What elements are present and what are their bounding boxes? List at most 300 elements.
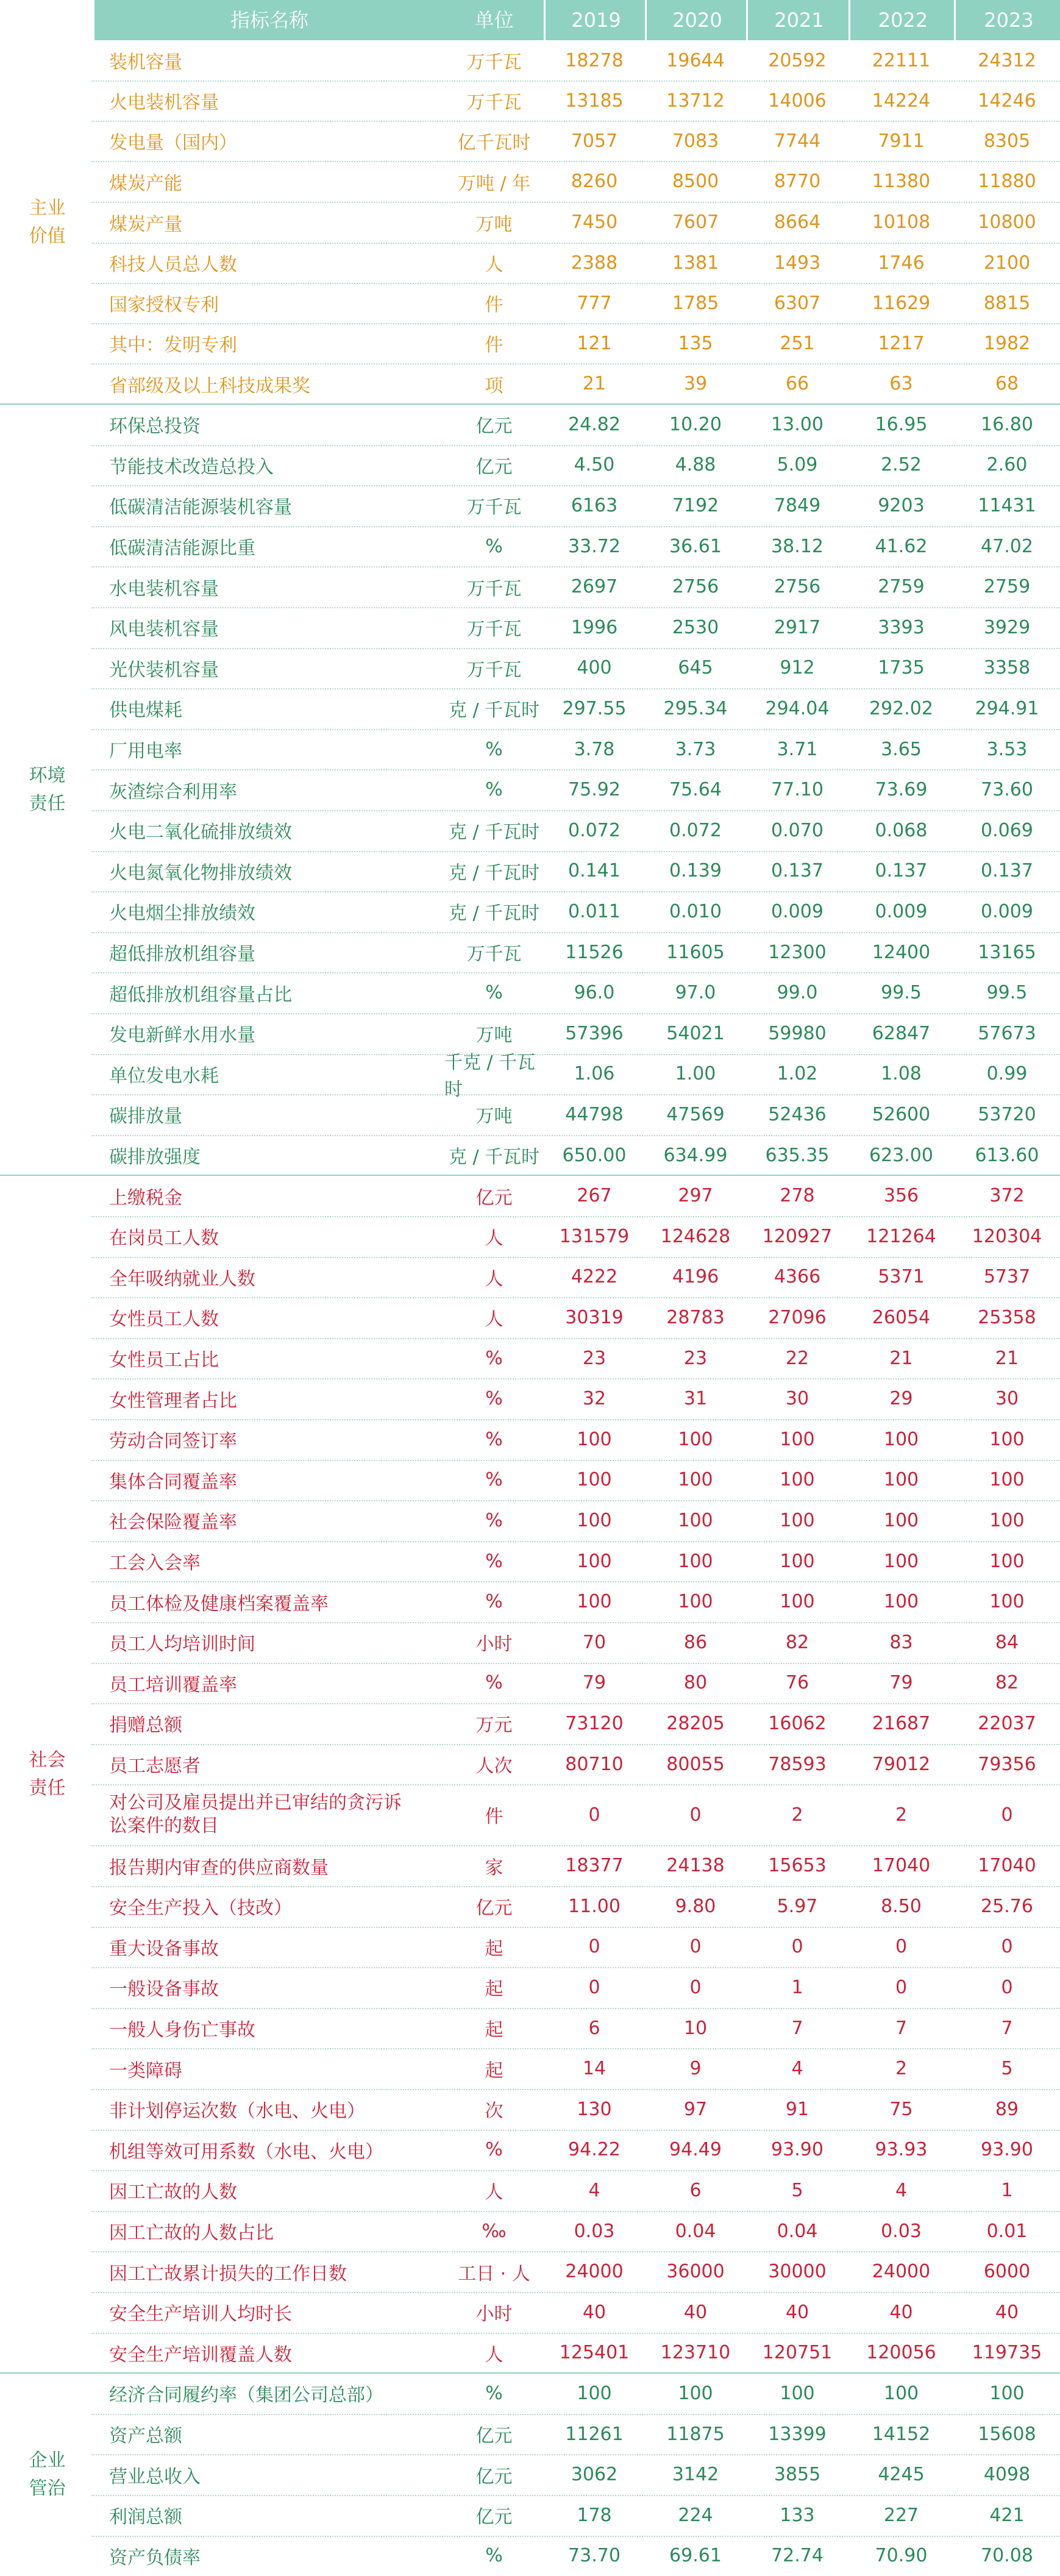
value-cell: 100 — [678, 1591, 713, 1613]
value-cell: 100 — [883, 2382, 919, 2404]
indicator-unit: 亿元 — [475, 1187, 513, 1209]
indicator-name: 捐赠总额 — [109, 1715, 182, 1737]
indicator-unit: 起 — [485, 2060, 503, 2082]
value-cell: 100 — [989, 1591, 1025, 1613]
value-cell: 54021 — [666, 1022, 725, 1044]
value-cell: 30319 — [565, 1306, 624, 1328]
value-cell: 133 — [780, 2504, 815, 2526]
table-row — [94, 1094, 1060, 1135]
value-cell: 0.99 — [986, 1063, 1028, 1085]
value-cell: 11.00 — [568, 1895, 621, 1917]
table-row — [94, 1338, 1060, 1379]
indicator-unit: 人 — [485, 2344, 503, 2366]
value-cell: 2.52 — [881, 454, 922, 476]
value-cell: 2 — [895, 2058, 908, 2080]
indicator-name: 资产负债率 — [109, 2547, 201, 2569]
indicator-unit: % — [485, 1347, 503, 1369]
value-cell: 36000 — [666, 2261, 725, 2283]
indicator-name: 女性管理者占比 — [109, 1390, 237, 1412]
indicator-unit: 家 — [485, 1857, 503, 1879]
value-cell: 2100 — [983, 252, 1031, 274]
group-label-text: 企业 管治 — [29, 2449, 66, 2499]
value-cell: 14246 — [978, 90, 1036, 112]
value-cell: 635.35 — [765, 1144, 830, 1166]
indicator-unit: 万千瓦 — [466, 52, 522, 73]
value-cell: 72.74 — [771, 2545, 823, 2567]
value-cell: 70.08 — [981, 2545, 1033, 2567]
value-cell: 120751 — [762, 2342, 833, 2364]
value-cell: 24138 — [666, 1855, 725, 1877]
value-cell: 94.22 — [568, 2139, 621, 2161]
value-cell: 1996 — [571, 616, 618, 638]
indicator-name: 发电新鲜水用水量 — [109, 1025, 255, 1047]
indicator-name: 超低排放机组容量 — [109, 944, 255, 966]
value-cell: 2759 — [983, 576, 1031, 598]
indicator-unit: 人次 — [475, 1756, 513, 1777]
value-cell: 120304 — [972, 1225, 1042, 1247]
indicator-unit: 万吨 / 年 — [457, 173, 531, 194]
value-cell: 1 — [791, 1976, 803, 1998]
value-cell: 100 — [678, 1469, 713, 1491]
value-cell: 6 — [588, 2017, 600, 2039]
value-cell: 11526 — [565, 941, 624, 963]
value-cell: 23 — [582, 1347, 606, 1369]
table-row — [94, 1378, 1060, 1419]
value-cell: 14006 — [768, 90, 827, 112]
value-cell: 292.02 — [869, 697, 933, 719]
value-cell: 4196 — [672, 1266, 719, 1288]
value-cell: 99.5 — [881, 982, 922, 1004]
value-cell: 0.068 — [875, 819, 928, 841]
indicator-name: 因工亡故累计损失的工作日数 — [109, 2263, 347, 2285]
indicator-name: 员工体检及健康档案覆盖率 — [109, 1593, 329, 1615]
value-cell: 124628 — [660, 1225, 731, 1247]
table-row — [94, 688, 1060, 729]
table-row — [94, 607, 1060, 648]
table-row — [94, 363, 1060, 404]
value-cell: 75.64 — [669, 779, 722, 801]
indicator-unit: 亿元 — [475, 1898, 513, 1920]
value-cell: 21 — [889, 1347, 913, 1369]
table-row — [94, 1886, 1060, 1927]
indicator-name: 安全生产培训人均时长 — [109, 2304, 292, 2325]
table-row — [94, 1744, 1060, 1785]
table-row — [94, 1175, 1060, 1216]
value-cell: 25358 — [978, 1306, 1036, 1328]
group-label-text: 主业 价值 — [29, 197, 66, 247]
indicator-name: 光伏装机容量 — [109, 659, 219, 681]
value-cell: 79 — [889, 1672, 913, 1694]
table-row — [94, 932, 1060, 973]
table-row — [94, 1216, 1060, 1257]
table-row — [94, 445, 1060, 486]
value-cell: 84 — [995, 1631, 1019, 1653]
value-cell: 6000 — [983, 2261, 1031, 2283]
value-cell: 100 — [780, 1550, 815, 1572]
indicator-name: 机组等效可用系数（水电、火电） — [109, 2141, 383, 2163]
indicator-unit: % — [485, 2139, 503, 2161]
value-cell: 24000 — [565, 2261, 624, 2283]
value-cell: 0 — [895, 1936, 908, 1958]
value-cell: 73.60 — [981, 779, 1033, 801]
group-label — [0, 40, 94, 404]
value-cell: 295.34 — [663, 697, 728, 719]
indicator-name: 因工亡故的人数 — [109, 2182, 237, 2204]
indicator-unit: 小时 — [475, 2304, 513, 2325]
value-cell: 93.90 — [771, 2139, 823, 2161]
value-cell: 97.0 — [675, 982, 716, 1004]
value-cell: 125401 — [559, 2342, 630, 2364]
value-cell: 99.0 — [777, 982, 818, 1004]
indicator-name: 报告期内审查的供应商数量 — [109, 1857, 329, 1879]
indicator-name: 其中：发明专利 — [109, 335, 237, 356]
value-cell: 120056 — [866, 2342, 936, 2364]
value-cell: 47.02 — [981, 535, 1033, 557]
value-cell: 19644 — [666, 49, 725, 71]
indicator-unit: 件 — [485, 294, 503, 316]
value-cell: 0.072 — [669, 819, 722, 841]
indicator-name: 安全生产投入（技改） — [109, 1898, 292, 1920]
value-cell: 6163 — [571, 494, 618, 516]
table-row — [94, 202, 1060, 243]
value-cell: 623.00 — [869, 1144, 933, 1166]
value-cell: 57673 — [978, 1022, 1036, 1044]
indicator-unit: 亿元 — [475, 2507, 513, 2528]
table-row — [94, 2333, 1060, 2374]
indicator-unit: 人 — [485, 1228, 503, 1250]
value-cell: 5.97 — [777, 1895, 818, 1917]
indicator-unit: 克 / 千瓦时 — [448, 862, 540, 884]
value-cell: 0.03 — [881, 2220, 922, 2242]
value-cell: 8305 — [983, 130, 1031, 152]
value-cell: 100 — [989, 1469, 1025, 1491]
indicator-unit: % — [485, 1672, 503, 1694]
indicator-name: 单位发电水耗 — [109, 1065, 219, 1087]
value-cell: 17040 — [978, 1855, 1036, 1877]
value-cell: 135 — [678, 332, 713, 354]
table-row — [94, 283, 1060, 323]
indicator-name: 在岗员工人数 — [109, 1228, 219, 1250]
value-cell: 100 — [678, 2382, 713, 2404]
indicator-name: 上缴税金 — [109, 1187, 182, 1209]
value-cell: 0.137 — [875, 860, 928, 882]
table-row — [94, 161, 1060, 202]
group-label — [0, 1175, 94, 2373]
value-cell: 13399 — [768, 2423, 827, 2445]
header-year: 2022 — [848, 0, 956, 40]
value-cell: 79012 — [872, 1753, 931, 1775]
indicator-unit: 次 — [485, 2101, 503, 2122]
indicator-name: 煤炭产量 — [109, 213, 182, 235]
value-cell: 77.10 — [771, 779, 823, 801]
table-row — [94, 810, 1060, 851]
value-cell: 16062 — [768, 1712, 827, 1734]
value-cell: 0 — [689, 1804, 702, 1826]
group-label — [0, 2373, 94, 2576]
value-cell: 13.00 — [771, 413, 823, 435]
indicator-unit: 万千瓦 — [466, 497, 522, 519]
value-cell: 3855 — [774, 2464, 821, 2486]
indicator-name: 火电烟尘排放绩效 — [109, 903, 255, 925]
value-cell: 11380 — [872, 171, 931, 192]
value-cell: 21 — [582, 373, 606, 394]
indicator-name: 碳排放量 — [109, 1106, 182, 1128]
value-cell: 82 — [785, 1631, 809, 1653]
value-cell: 11261 — [565, 2423, 624, 2445]
value-cell: 40 — [889, 2301, 913, 2323]
table-row — [94, 769, 1060, 810]
table-row — [94, 1257, 1060, 1298]
value-cell: 7450 — [571, 212, 618, 233]
table-row — [94, 1845, 1060, 1886]
value-cell: 0.011 — [568, 900, 621, 922]
value-cell: 2388 — [571, 252, 618, 274]
table-row — [94, 40, 1060, 80]
table-row — [94, 1500, 1060, 1541]
table-row — [94, 121, 1060, 161]
value-cell: 93.93 — [875, 2139, 928, 2161]
value-cell: 297 — [678, 1185, 713, 1207]
header-year: 2021 — [746, 0, 850, 40]
value-cell: 4366 — [774, 1266, 821, 1288]
value-cell: 7 — [791, 2017, 803, 2039]
indicator-unit: 件 — [485, 1806, 503, 1828]
indicator-name: 员工人均培训时间 — [109, 1634, 255, 1656]
indicator-unit: 件 — [485, 335, 503, 356]
value-cell: 100 — [780, 1469, 815, 1491]
indicator-unit: % — [485, 1591, 503, 1613]
table-row — [94, 2211, 1060, 2252]
value-cell: 5371 — [878, 1266, 925, 1288]
value-cell: 32 — [582, 1388, 606, 1410]
value-cell: 2 — [895, 1804, 908, 1826]
indicator-unit: 人 — [485, 254, 503, 276]
indicator-unit: 亿元 — [475, 416, 513, 438]
indicator-name: 火电装机容量 — [109, 92, 219, 113]
table-row — [94, 972, 1060, 1013]
value-cell: 40 — [785, 2301, 809, 2323]
indicator-unit: 亿元 — [475, 2466, 513, 2488]
value-cell: 24312 — [978, 49, 1036, 71]
value-cell: 6307 — [774, 292, 821, 314]
value-cell: 20592 — [768, 49, 827, 71]
indicator-name: 风电装机容量 — [109, 619, 219, 641]
value-cell: 7 — [895, 2017, 908, 2039]
value-cell: 68 — [995, 373, 1019, 394]
value-cell: 33.72 — [568, 535, 621, 557]
value-cell: 26054 — [872, 1306, 931, 1328]
indicator-unit: 万千瓦 — [466, 944, 522, 966]
value-cell: 1746 — [878, 252, 925, 274]
value-cell: 86 — [683, 1631, 708, 1653]
value-cell: 100 — [989, 1509, 1025, 1531]
indicator-unit: 亿元 — [475, 456, 513, 478]
value-cell: 100 — [883, 1509, 919, 1531]
table-row — [94, 2130, 1060, 2171]
value-cell: 6 — [689, 2179, 702, 2201]
value-cell: 100 — [678, 1550, 713, 1572]
value-cell: 131579 — [559, 1225, 630, 1247]
indicator-unit: 人 — [485, 2182, 503, 2204]
indicator-name: 重大设备事故 — [109, 1938, 219, 1960]
value-cell: 44798 — [565, 1103, 624, 1125]
indicator-unit: % — [485, 535, 503, 557]
value-cell: 0 — [1001, 1804, 1013, 1826]
value-cell: 11605 — [666, 941, 725, 963]
table-row — [94, 2292, 1060, 2333]
value-cell: 421 — [989, 2504, 1025, 2526]
indicator-name: 煤炭产能 — [109, 173, 182, 194]
value-cell: 31 — [683, 1388, 708, 1410]
value-cell: 100 — [577, 1469, 612, 1491]
value-cell: 4245 — [878, 2464, 925, 2486]
value-cell: 0 — [588, 1936, 600, 1958]
value-cell: 40 — [995, 2301, 1019, 2323]
indicator-unit: 人 — [485, 1268, 503, 1290]
value-cell: 5737 — [983, 1266, 1031, 1288]
indicator-name: 经济合同履约率（集团公司总部） — [109, 2385, 383, 2407]
value-cell: 100 — [780, 2382, 815, 2404]
value-cell: 1381 — [672, 252, 719, 274]
indicator-unit: 万吨 — [475, 213, 513, 235]
value-cell: 91 — [785, 2098, 809, 2120]
value-cell: 2 — [791, 1804, 803, 1826]
value-cell: 372 — [989, 1185, 1025, 1207]
value-cell: 99.5 — [986, 982, 1028, 1004]
value-cell: 30 — [995, 1388, 1019, 1410]
value-cell: 1217 — [878, 332, 925, 354]
value-cell: 613.60 — [975, 1144, 1039, 1166]
value-cell: 0 — [689, 1976, 702, 1998]
value-cell: 2.60 — [986, 454, 1028, 476]
indicator-name: 省部级及以上科技成果奖 — [109, 375, 310, 397]
value-cell: 1.02 — [777, 1063, 818, 1085]
table-row — [94, 891, 1060, 932]
value-cell: 3393 — [878, 616, 925, 638]
value-cell: 70.90 — [875, 2545, 928, 2567]
indicator-unit: 起 — [485, 1979, 503, 2001]
indicator-name: 集体合同覆盖率 — [109, 1471, 237, 1493]
value-cell: 0 — [689, 1936, 702, 1958]
value-cell: 80 — [683, 1672, 708, 1694]
table-row — [94, 2251, 1060, 2292]
table-row — [94, 1622, 1060, 1663]
table-row — [94, 2008, 1060, 2049]
indicator-name: 社会保险覆盖率 — [109, 1512, 237, 1534]
table-row — [94, 1784, 1060, 1845]
value-cell: 1735 — [878, 657, 925, 679]
value-cell: 25.76 — [981, 1895, 1033, 1917]
value-cell: 100 — [989, 1550, 1025, 1572]
indicator-unit: 克 / 千瓦时 — [448, 822, 540, 844]
header-indicator-name: 指标名称 — [230, 9, 308, 32]
value-cell: 38.12 — [771, 535, 823, 557]
value-cell: 3062 — [571, 2464, 618, 2486]
value-cell: 18278 — [565, 49, 624, 71]
value-cell: 3929 — [983, 616, 1031, 638]
value-cell: 1 — [1001, 2179, 1013, 2201]
value-cell: 3.65 — [881, 738, 922, 760]
indicator-name: 火电二氧化硫排放绩效 — [109, 822, 292, 844]
value-cell: 39 — [683, 373, 708, 394]
value-cell: 10 — [683, 2017, 708, 2039]
value-cell: 178 — [577, 2504, 612, 2526]
table-row — [94, 1703, 1060, 1744]
value-cell: 9.80 — [675, 1895, 716, 1917]
table-row — [94, 1581, 1060, 1622]
value-cell: 0.01 — [986, 2220, 1028, 2242]
value-cell: 11880 — [978, 171, 1036, 192]
indicator-name: 一般设备事故 — [109, 1979, 219, 2001]
value-cell: 28205 — [666, 1712, 725, 1734]
value-cell: 78593 — [768, 1753, 827, 1775]
table-row — [94, 851, 1060, 892]
indicator-unit: ‰ — [482, 2220, 507, 2242]
indicator-name: 非计划停运次数（水电、火电） — [109, 2101, 365, 2122]
indicator-name: 国家授权专利 — [109, 294, 219, 316]
value-cell: 297.55 — [562, 697, 627, 719]
indicator-name: 资产总额 — [109, 2425, 182, 2447]
value-cell: 73.70 — [568, 2545, 621, 2567]
value-cell: 80710 — [565, 1753, 624, 1775]
value-cell: 16.80 — [981, 413, 1033, 435]
value-cell: 94.49 — [669, 2139, 722, 2161]
value-cell: 80055 — [666, 1753, 725, 1775]
value-cell: 0.070 — [771, 819, 823, 841]
value-cell: 645 — [678, 657, 713, 679]
indicator-name: 全年吸纳就业人数 — [109, 1268, 255, 1290]
table-row — [94, 566, 1060, 607]
indicator-unit: 万千瓦 — [466, 619, 522, 641]
value-cell: 41.62 — [875, 535, 928, 557]
table-row — [94, 80, 1060, 121]
indicator-name: 火电氮氧化物排放绩效 — [109, 862, 292, 884]
value-cell: 83 — [889, 1631, 913, 1653]
value-cell: 4 — [895, 2179, 908, 2201]
value-cell: 100 — [678, 1509, 713, 1531]
indicator-name: 女性员工人数 — [109, 1309, 219, 1331]
value-cell: 40 — [582, 2301, 606, 2323]
value-cell: 15653 — [768, 1855, 827, 1877]
value-cell: 356 — [883, 1185, 919, 1207]
indicator-unit: 人 — [485, 1309, 503, 1331]
indicator-unit: 亿元 — [475, 2425, 513, 2447]
value-cell: 10.20 — [669, 413, 722, 435]
value-cell: 0.03 — [574, 2220, 615, 2242]
value-cell: 75.92 — [568, 779, 621, 801]
value-cell: 278 — [780, 1185, 815, 1207]
table-row — [94, 1297, 1060, 1338]
table-header — [94, 0, 1060, 40]
value-cell: 1.06 — [574, 1063, 615, 1085]
indicator-unit: 万千瓦 — [466, 578, 522, 600]
value-cell: 121264 — [866, 1225, 936, 1247]
value-cell: 0 — [791, 1936, 803, 1958]
value-cell: 0.009 — [875, 900, 928, 922]
value-cell: 7744 — [774, 130, 821, 152]
value-cell: 4.88 — [675, 454, 716, 476]
value-cell: 227 — [883, 2504, 919, 2526]
value-cell: 634.99 — [663, 1144, 728, 1166]
indicator-unit: 工日 · 人 — [458, 2263, 530, 2285]
value-cell: 24000 — [872, 2261, 931, 2283]
value-cell: 650.00 — [562, 1144, 627, 1166]
value-cell: 5 — [1001, 2058, 1013, 2080]
table-row — [94, 1419, 1060, 1460]
table-row — [94, 1663, 1060, 1704]
value-cell: 1493 — [774, 252, 821, 274]
value-cell: 100 — [577, 1550, 612, 1572]
